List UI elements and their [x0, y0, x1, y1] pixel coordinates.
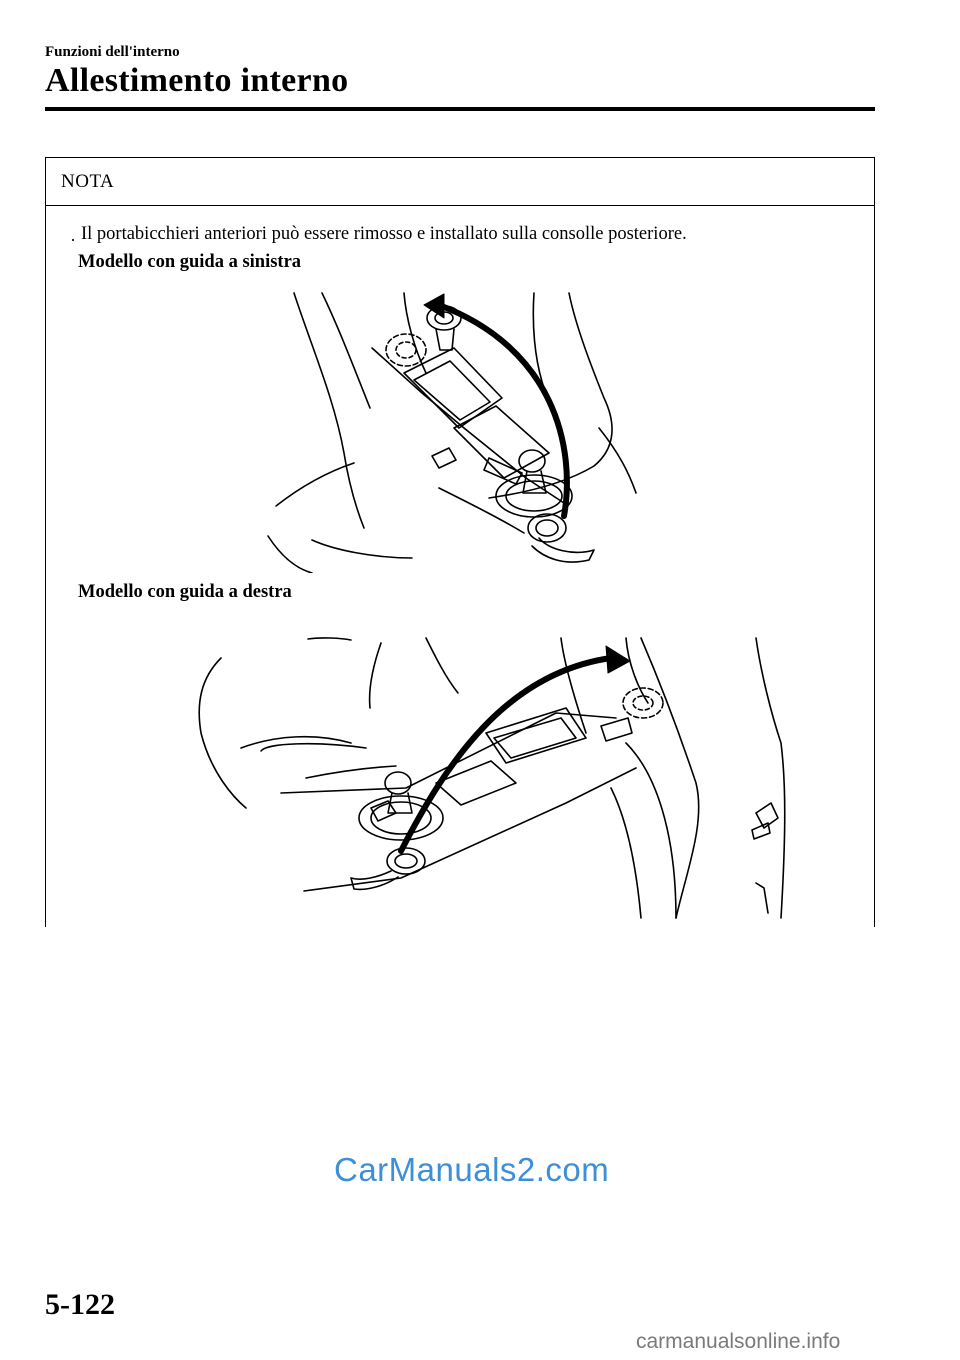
- caption-right-hand-drive: Modello con guida a destra: [78, 582, 292, 602]
- lhd-cupholder-illustration: [264, 288, 644, 573]
- note-box: [45, 157, 875, 927]
- watermark-logo: CarManuals2.com: [334, 1151, 610, 1188]
- bullet-dot: ·: [70, 230, 76, 250]
- note-bullet-text: Il portabicchieri anteriori può essere rimosso e installato sulla consolle posteriore.: [81, 224, 687, 244]
- page-number: 5-122: [45, 1288, 115, 1321]
- caption-left-hand-drive: Modello con guida a sinistra: [78, 252, 302, 272]
- section-label: Funzioni dell'interno: [45, 44, 180, 60]
- footer-site-link[interactable]: carmanualsonline.info: [636, 1330, 841, 1353]
- rhd-cupholder-illustration: [156, 633, 796, 923]
- header-rule: [45, 107, 875, 111]
- chapter-title: Allestimento interno: [45, 62, 349, 99]
- note-header: [46, 158, 874, 206]
- note-title: NOTA: [61, 171, 115, 192]
